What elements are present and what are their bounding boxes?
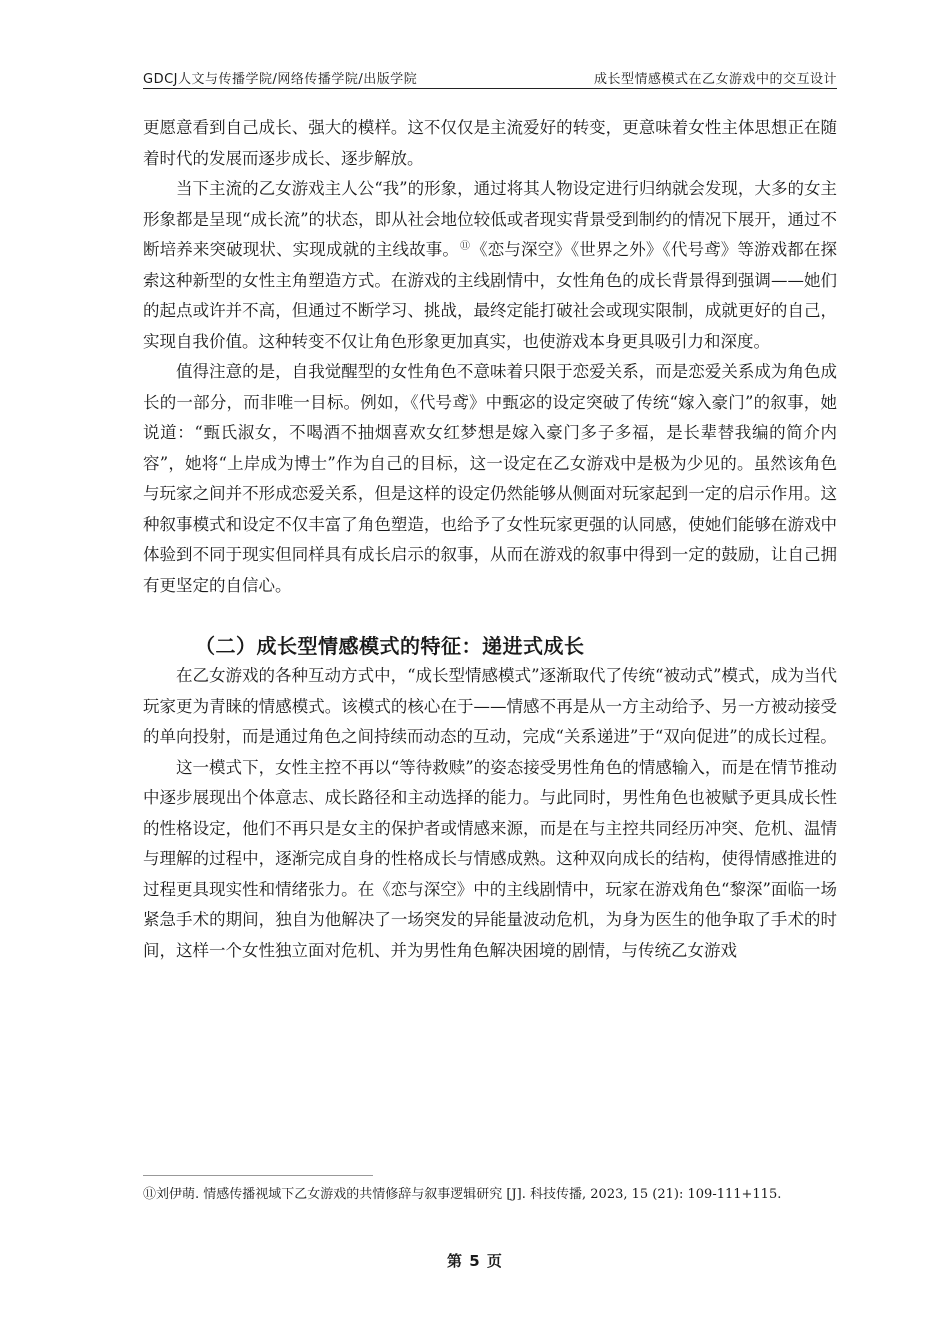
footnote: ⑪刘伊萌. 情感传播视域下乙女游戏的共情修辞与叙事逻辑研究 [J]. 科技传播, 2023, 15 (21): 109-111+115. [143, 1187, 782, 1202]
running-header [143, 66, 837, 89]
paragraph-growth-mode: 在乙女游戏的各种互动方式中，“成长型情感模式”逐渐取代了传统“被动式”模式，成为当代玩家更为青睐的情感模式。该模式的核心在于——情感不再是从一方主动给予、另一方被动接受的单向投射，而是通过角色之间持续而动态的互动，完成“关系递进”于“双向促进”的成长过程。 [143, 666, 837, 746]
footnote-divider [143, 1175, 373, 1176]
paragraph-protagonist-image [143, 174, 837, 357]
section-heading: （二）成长型情感模式的特征：递进式成长 [195, 634, 585, 658]
paragraph-continued: 更愿意看到自己成长、强大的模样。这不仅仅是主流爱好的转变，更意味着女性主体思想正在随着时代的发展而逐步成长、逐步解放。 [143, 118, 837, 168]
page-number: 第 5 页 [447, 1252, 503, 1270]
paragraph-text: 当下主流的乙女游戏主人公“我”的形象，通过将其人物设定进行归纳就会发现，大多的女主形象都是呈现“成长流”的状态，即从社会地位较低或者现实背景受到制约的情况下展开，通过不断培养来突破现状、实现成就的主线故事。 [143, 179, 837, 259]
body-text [143, 113, 837, 966]
header-title: 成长型情感模式在乙女游戏中的交互设计 [593, 72, 837, 87]
paragraph-self-awakening: 值得注意的是，自我觉醒型的女性角色不意味着只限于恋爱关系，而是恋爱关系成为角色成长的一部分，而非唯一目标。例如，《代号鸢》中甄宓的设定突破了传统“嫁入豪门”的叙事，她说道：“甄氏淑女，不喝酒不抽烟喜欢女红梦想是嫁入豪门多子多福，是长辈替我编的简介内容”，她将“上岸成为博士”作为自己的目标，这一设定在乙女游戏中是极为少见的。虽然该角色与玩家之间并不形成恋爱关系，但是这样的设定仍然能够从侧面对玩家起到一定的启示作用。这种叙事模式和设定不仅丰富了角色塑造，也给予了女性玩家更强的认同感，使她们能够在游戏中体验到不同于现实但同样具有成长启示的叙事，从而在游戏的叙事中得到一定的鼓励，让自己拥有更坚定的自信心。 [143, 362, 837, 595]
paragraph-mutual-growth: 这一模式下，女性主控不再以“等待救赎”的姿态接受男性角色的情感输入，而是在情节推动中逐步展现出个体意志、成长路径和主动选择的能力。与此同时，男性角色也被赋予更具成长性的性格设定，他们不再只是女主的保护者或情感来源，而是在与主控共同经历冲突、危机、温情与理解的过程中，逐渐完成自身的性格成长与情感成熟。这种双向成长的结构，使得情感推进的过程更具现实性和情绪张力。在《恋与深空》中的主线剧情中，玩家在游戏角色“黎深”面临一场紧急手术的期间，独自为他解决了一场突发的异能量波动危机，为身为医生的他争取了手术的时间，这样一个女性独立面对危机、并为男性角色解决困境的剧情，与传统乙女游戏 [143, 757, 837, 960]
footnote-reference[interactable]: ⑪ [460, 241, 471, 252]
header-institution: GDCJ人文与传播学院/网络传播学院/出版学院 [143, 72, 418, 87]
paragraph-text: 《恋与深空》《世界之外》《代号鸢》等游戏都在探索这种新型的女性主角塑造方式。在游戏的主线剧情中，女性角色的成长背景得到强调——她们的起点或许并不高，但通过不断学习、挑战，最终定能打破社会或现实限制，成就更好的自己，实现自我价值。这种转变不仅让角色形象更加真实，也使游戏本身更具吸引力和深度。 [143, 240, 838, 351]
